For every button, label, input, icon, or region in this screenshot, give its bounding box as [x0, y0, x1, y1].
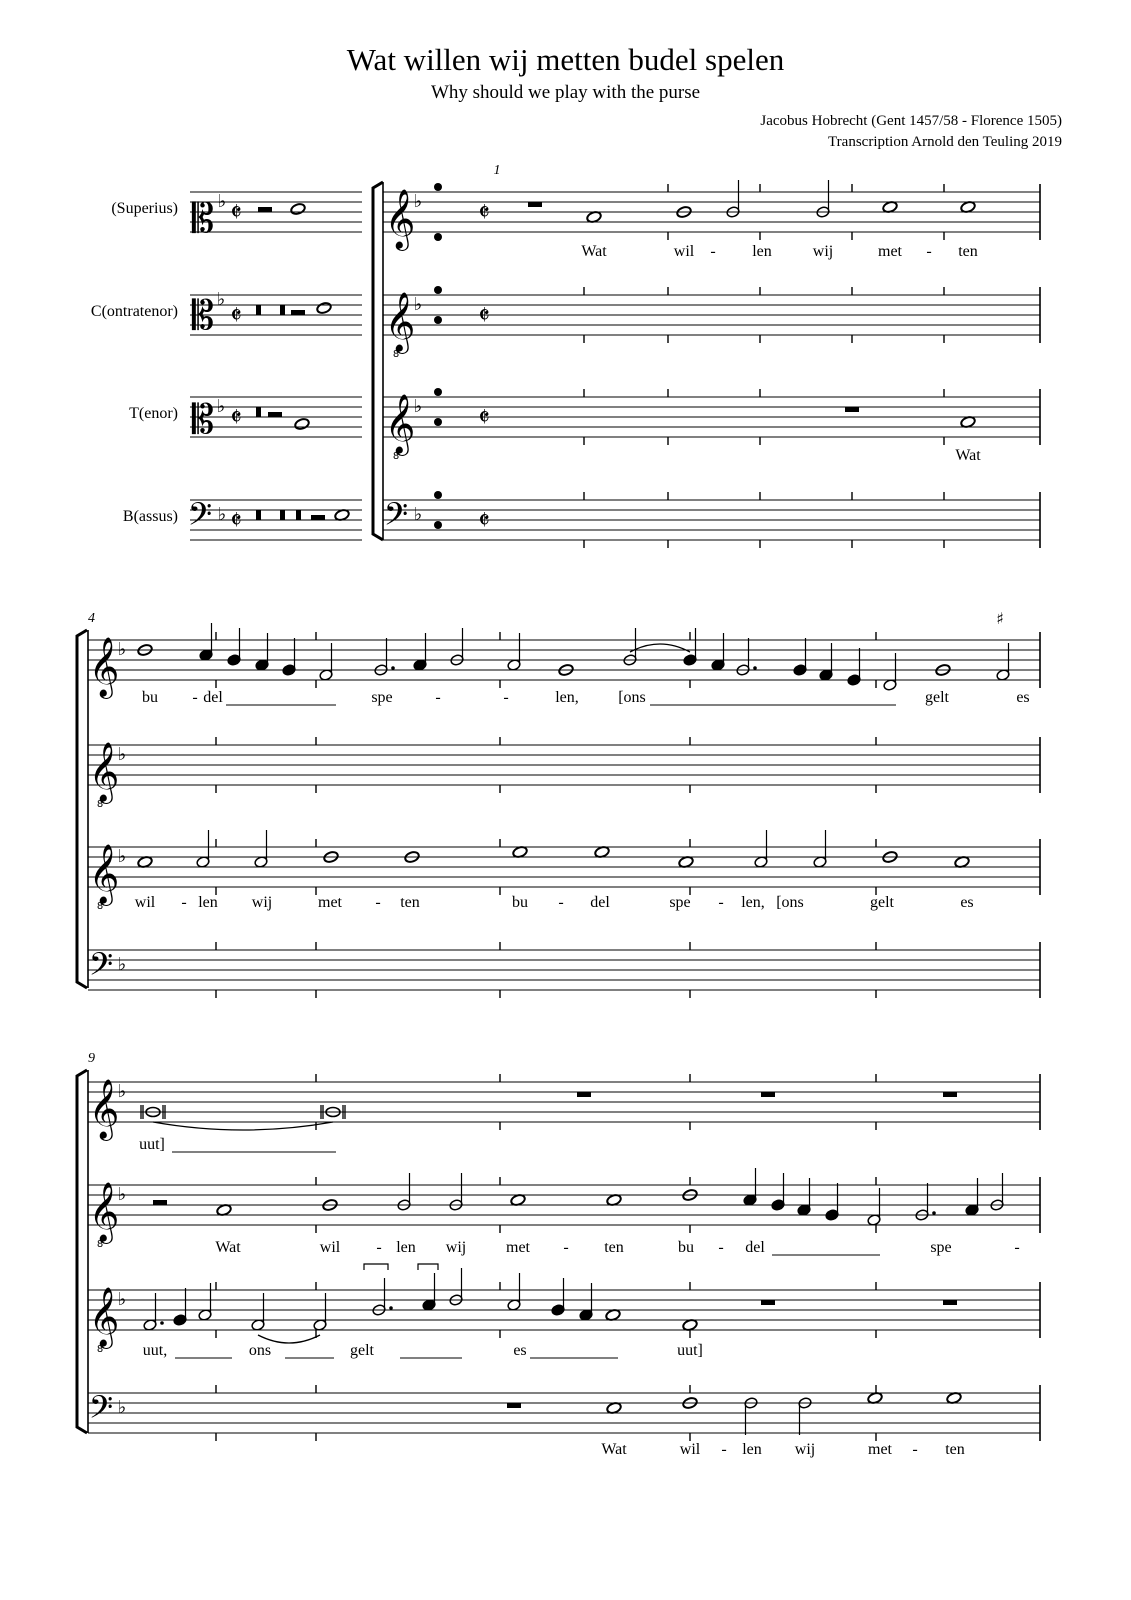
rest	[256, 305, 261, 315]
lyric-contratenor: ten	[604, 1239, 624, 1256]
lyric-tenor: len	[198, 894, 218, 911]
lyric-superius: met	[878, 243, 902, 260]
dot	[753, 666, 757, 670]
rest	[845, 407, 859, 412]
rest	[280, 305, 285, 315]
rest	[311, 515, 325, 520]
octave-mark: 8	[96, 799, 104, 810]
lyric-tenor: -	[375, 894, 381, 911]
cut-time: 𝄵	[478, 301, 490, 331]
sharp-sign: ♯	[996, 609, 1004, 628]
lyric-superius: gelt	[925, 689, 949, 706]
ligature-bracket	[418, 1264, 438, 1270]
lyric-contratenor: -	[376, 1239, 382, 1256]
voice-label-contratenor: C(ontratenor)	[90, 303, 178, 320]
treble-clef: 𝄞	[88, 1287, 120, 1347]
flat-sign: ♭	[117, 1081, 127, 1102]
c-clef: 𝄡	[191, 196, 215, 242]
treble-clef: 𝄞	[384, 292, 416, 352]
voice-label-bassus: B(assus)	[122, 508, 178, 525]
lyric-contratenor: len	[396, 1239, 416, 1256]
lyric-tenor: es	[960, 894, 974, 911]
treble-clef: 𝄞	[384, 189, 416, 249]
lyric-tenor: wil	[134, 894, 156, 911]
treble-clef: 𝄞	[88, 742, 120, 802]
dot	[391, 666, 395, 670]
lyric-tenor: met	[318, 894, 342, 911]
measure-number: 9	[88, 1051, 95, 1066]
rest	[280, 510, 285, 520]
lyric-bassus: ten	[945, 1441, 965, 1458]
lyric-tenor: -	[718, 894, 724, 911]
lyric-bassus: -	[912, 1441, 918, 1458]
lyric-tenor: len,	[741, 894, 765, 911]
treble-clef: 𝄞	[88, 637, 120, 697]
score-title: Wat willen wij metten budel spelen	[346, 42, 785, 77]
treble-clef: 𝄞	[88, 844, 120, 904]
cut-time: 𝄵	[478, 403, 490, 433]
rest	[256, 510, 261, 520]
octave-mark: 8	[96, 1344, 104, 1355]
lyric-superius: -	[926, 243, 932, 260]
ambitus-note	[434, 418, 442, 426]
tie	[153, 1122, 333, 1130]
bass-clef: 𝄢	[187, 496, 213, 540]
flat-sign: ♭	[117, 1289, 127, 1310]
lyric-contratenor: -	[1014, 1239, 1020, 1256]
lyric-contratenor: spe	[930, 1239, 952, 1256]
ambitus-note	[434, 521, 442, 529]
lyric-superius: -	[503, 689, 509, 706]
voice-label-superius: (Superius)	[111, 200, 178, 217]
measure-number: 1	[493, 163, 501, 178]
flat-sign: ♭	[117, 954, 127, 975]
lyric-contratenor: met	[506, 1239, 530, 1256]
score-subtitle: Why should we play with the purse	[430, 82, 701, 103]
lyric-tenor: spe	[669, 894, 691, 911]
lyric-tenor: gelt	[350, 1342, 374, 1359]
rest	[296, 510, 301, 520]
rest	[761, 1092, 775, 1097]
lyric-superius: uut]	[139, 1136, 165, 1153]
lyric-tenor: uut]	[677, 1342, 703, 1359]
dot	[932, 1211, 936, 1215]
ambitus-note	[434, 183, 442, 191]
lyric-superius: [ons	[618, 689, 646, 706]
system-bracket	[77, 630, 87, 988]
lyric-superius: wil	[673, 243, 695, 260]
flat-sign: ♭	[117, 744, 127, 765]
flat-sign: ♭	[117, 639, 127, 660]
flat-sign: ♭	[117, 1184, 127, 1205]
lyric-bassus: len	[742, 1441, 762, 1458]
lyric-superius: -	[710, 243, 716, 260]
lyric-bassus: wij	[794, 1441, 816, 1458]
lyric-tenor: wij	[251, 894, 273, 911]
lyric-tenor: ons	[248, 1342, 272, 1359]
rest	[258, 207, 272, 212]
octave-mark: 8	[392, 349, 400, 360]
octave-mark: 8	[96, 1239, 104, 1250]
lyric-superius: -	[435, 689, 441, 706]
dot	[160, 1321, 164, 1325]
lyric-contratenor: -	[563, 1239, 569, 1256]
lyric-tenor: uut,	[142, 1342, 168, 1359]
rest	[268, 412, 282, 417]
lyric-contratenor: del	[745, 1239, 765, 1256]
lyric-superius: len,	[555, 689, 579, 706]
lyric-tenor: [ons	[776, 894, 804, 911]
rest	[256, 407, 261, 417]
transcriber-credit: Transcription Arnold den Teuling 2019	[828, 134, 1062, 150]
ambitus-note	[434, 286, 442, 294]
lyric-bassus: wil	[679, 1441, 701, 1458]
lyric-bassus: Wat	[601, 1441, 627, 1458]
flat-sign: ♭	[413, 191, 423, 212]
flat-sign: ♭	[117, 846, 127, 867]
lyric-superius: spe	[371, 689, 393, 706]
ambitus-note	[434, 316, 442, 324]
treble-clef: 𝄞	[88, 1182, 120, 1242]
system-bracket	[373, 182, 383, 540]
composer-credit: Jacobus Hobrecht (Gent 1457/58 - Florence 1505)	[760, 113, 1062, 129]
cut-time: 𝄵	[230, 301, 242, 331]
dot	[389, 1306, 393, 1310]
flat-sign: ♭	[216, 396, 226, 417]
rest	[761, 1300, 775, 1305]
rest	[943, 1092, 957, 1097]
bass-clef: 𝄢	[383, 496, 409, 540]
rest	[507, 1403, 521, 1408]
rest	[577, 1092, 591, 1097]
lyric-tenor: -	[181, 894, 187, 911]
lyric-superius: Wat	[581, 243, 607, 260]
ambitus-note	[434, 491, 442, 499]
lyric-tenor: bu	[512, 894, 528, 911]
whole-note	[294, 417, 310, 430]
lyric-bassus: met	[868, 1441, 892, 1458]
lyric-tenor: ten	[400, 894, 420, 911]
voice-label-tenor: T(enor)	[129, 405, 178, 422]
c-clef: 𝄡	[191, 397, 215, 443]
lyric-contratenor: bu	[678, 1239, 694, 1256]
lyric-tenor: gelt	[870, 894, 894, 911]
c-clef: 𝄡	[191, 293, 215, 339]
lyric-tenor: es	[513, 1342, 527, 1359]
flat-sign: ♭	[413, 396, 423, 417]
whole-note	[316, 301, 332, 314]
rest	[153, 1200, 167, 1205]
bass-clef: 𝄢	[88, 946, 114, 990]
lyric-contratenor: wij	[445, 1239, 467, 1256]
system-bracket	[77, 1070, 87, 1433]
cut-time: 𝄵	[478, 198, 490, 228]
cut-time: 𝄵	[230, 506, 242, 536]
lyric-superius: bu	[142, 689, 158, 706]
lyric-contratenor: -	[718, 1239, 724, 1256]
lyric-tenor: Wat	[955, 447, 981, 464]
lyric-contratenor: Wat	[215, 1239, 241, 1256]
rest	[943, 1300, 957, 1305]
tie	[630, 644, 690, 652]
lyric-superius: len	[752, 243, 772, 260]
octave-mark: 8	[392, 451, 400, 462]
ambitus-note	[434, 233, 442, 241]
rest	[528, 202, 542, 207]
ambitus-note	[434, 388, 442, 396]
ligature-bracket	[364, 1264, 388, 1270]
treble-clef: 𝄞	[384, 394, 416, 454]
flat-sign: ♭	[117, 1397, 127, 1418]
lyric-superius: ten	[958, 243, 978, 260]
cut-time: 𝄵	[230, 403, 242, 433]
bass-clef: 𝄢	[88, 1389, 114, 1433]
flat-sign: ♭	[217, 191, 227, 212]
measure-number: 4	[88, 611, 95, 626]
cut-time: 𝄵	[230, 198, 242, 228]
score-text	[88, 163, 1030, 1458]
lyric-superius: es	[1016, 689, 1030, 706]
lyric-contratenor: wil	[319, 1239, 341, 1256]
lyric-tenor: del	[590, 894, 610, 911]
flat-sign: ♭	[216, 289, 226, 310]
flat-sign: ♭	[413, 504, 423, 525]
octave-mark: 8	[96, 901, 104, 912]
lyric-superius: wij	[812, 243, 834, 260]
rest	[291, 310, 305, 315]
treble-clef: 𝄞	[88, 1079, 120, 1139]
lyric-superius: -	[192, 689, 198, 706]
flat-sign: ♭	[217, 504, 227, 525]
flat-sign: ♭	[413, 294, 423, 315]
whole-note	[290, 202, 306, 215]
lyric-superius: del	[203, 689, 223, 706]
lyric-tenor: -	[558, 894, 564, 911]
cut-time: 𝄵	[478, 506, 490, 536]
lyric-bassus: -	[721, 1441, 727, 1458]
